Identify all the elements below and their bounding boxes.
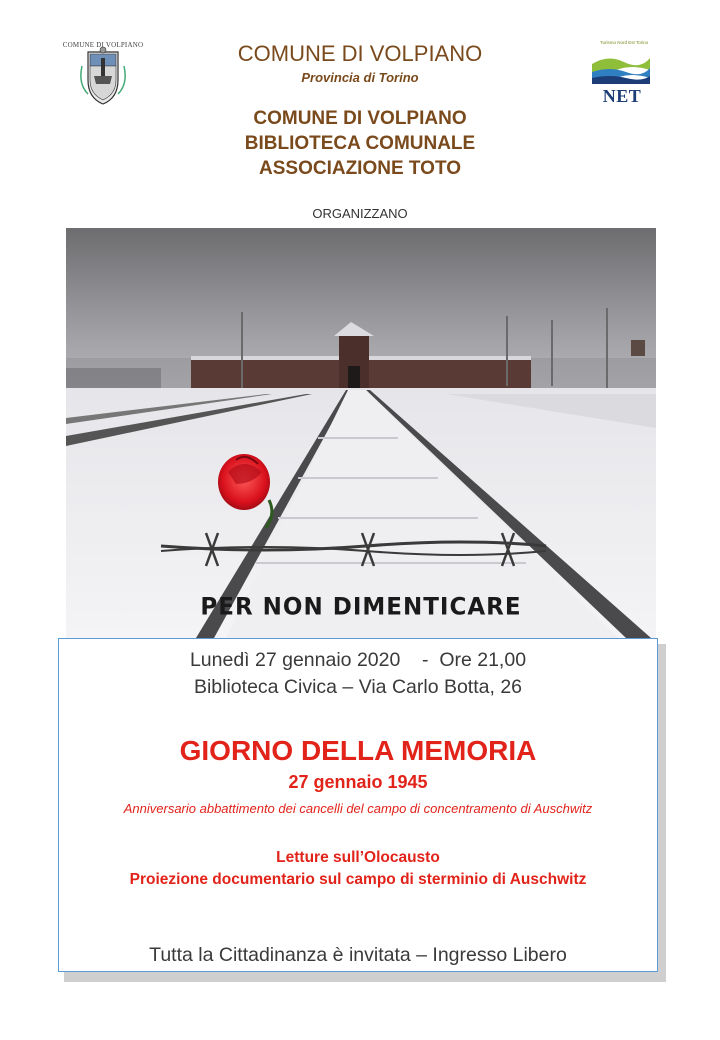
organizer-line-2: BIBLIOTECA COMUNALE [244, 133, 476, 154]
commemorated-date: 27 gennaio 1945 [288, 772, 428, 792]
event-footer: Tutta la Cittadinanza è invitata – Ingresso Libero [149, 944, 567, 966]
program-item: Letture sull’Olocausto [276, 849, 440, 866]
header-title: COMUNE DI VOLPIANO [237, 41, 483, 66]
organizers-verb: ORGANIZZANO [312, 206, 408, 221]
event-info-box [58, 638, 658, 972]
poster-image [66, 228, 656, 638]
poster-caption: PER NON DIMENTICARE [200, 593, 522, 621]
program-item: Proiezione documentario sul campo di sterminio di Auschwitz [129, 871, 587, 888]
header-subtitle: Provincia di Torino [301, 70, 419, 85]
organizer-line-1: COMUNE DI VOLPIANO [253, 108, 467, 129]
organizer-line-3: ASSOCIAZIONE TOTO [259, 158, 461, 179]
net-logo-text: NET [602, 86, 642, 106]
event-place: Biblioteca Civica – Via Carlo Botta, 26 [193, 676, 523, 698]
crest-caption: COMUNE DI VOLPIANO [62, 41, 144, 49]
event-note: Anniversario abbattimento dei cancelli del campo di concentramento di Auschwitz [123, 801, 593, 816]
net-logo-small-text: Turismo Nord Est Torino [599, 40, 649, 45]
event-date-time: Lunedì 27 gennaio 2020 - Ore 21,00 [189, 649, 527, 671]
event-title: GIORNO DELLA MEMORIA [179, 735, 537, 766]
